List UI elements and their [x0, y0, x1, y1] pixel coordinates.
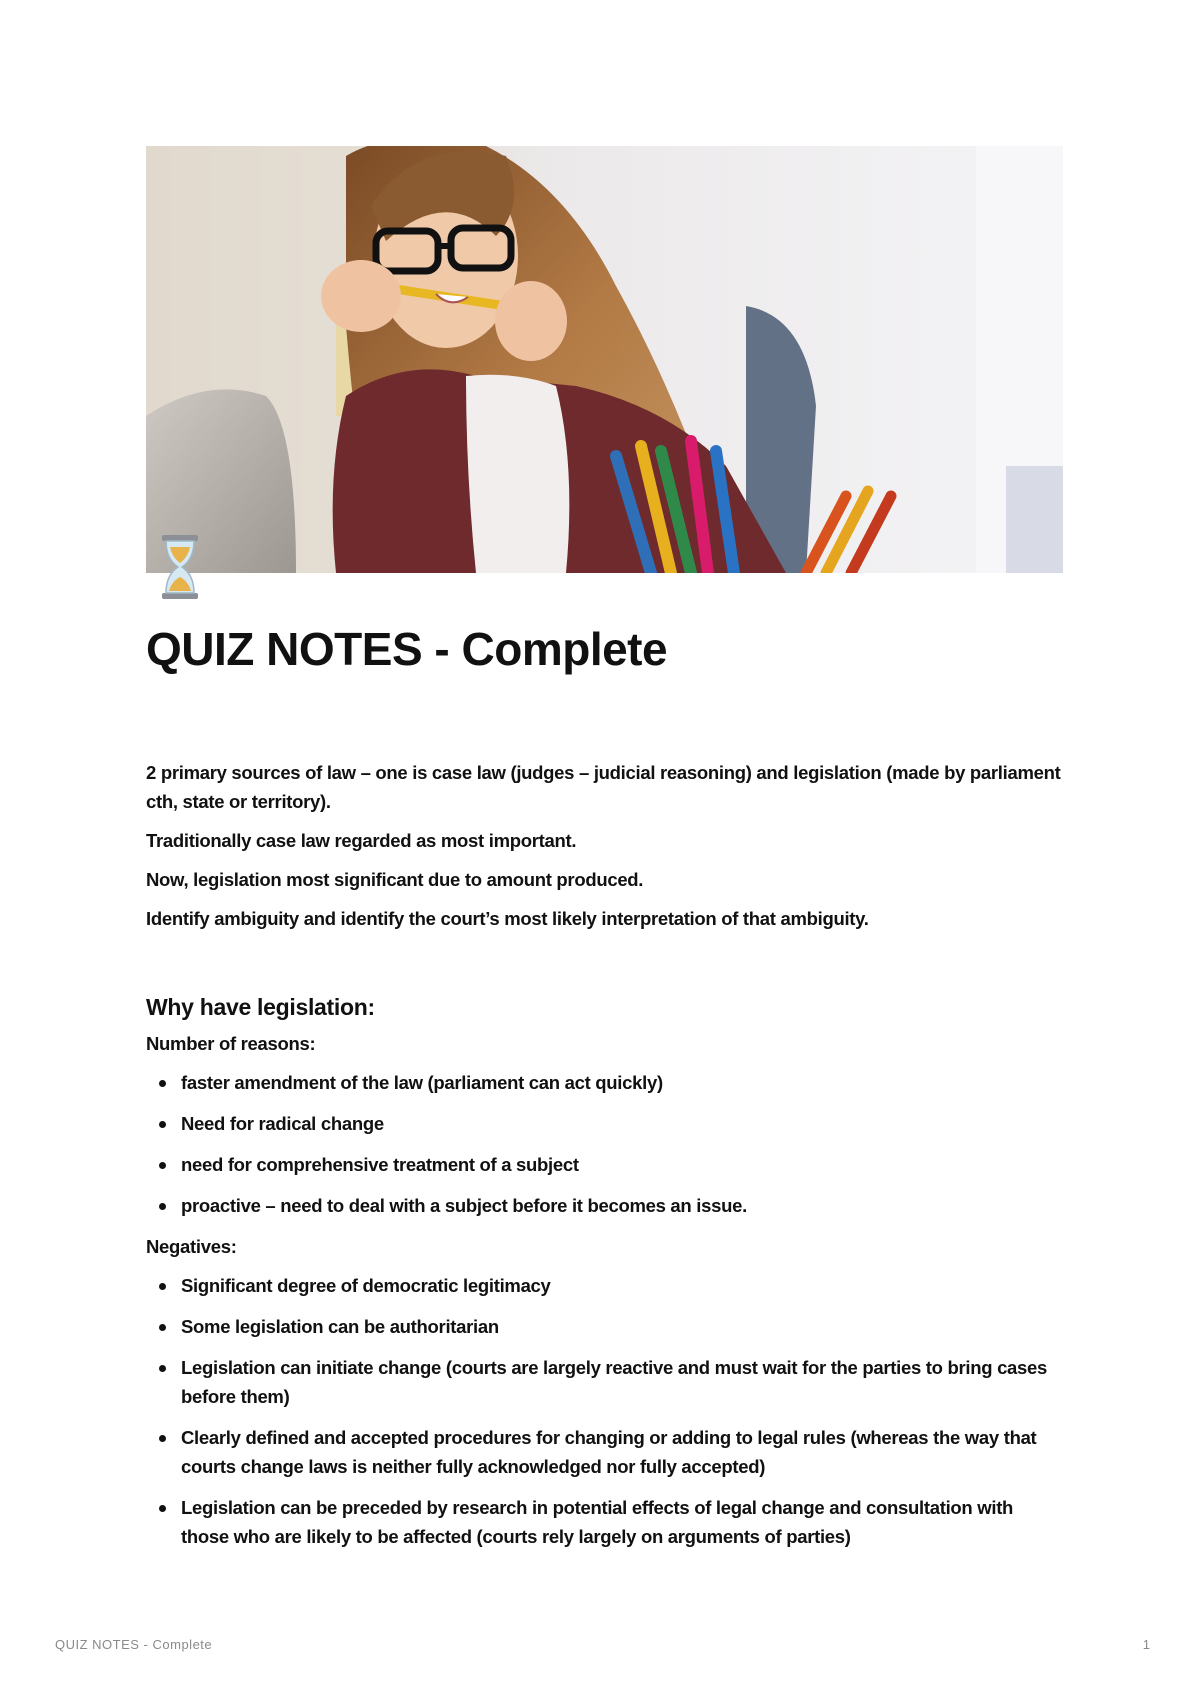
negatives-list [146, 1271, 1063, 1551]
list-item-text: Need for radical change [181, 1113, 384, 1134]
intro-paragraph: 2 primary sources of law – one is case law (judges – judicial reasoning) and legislation (made by parliament cth, state or territory). [146, 762, 1061, 812]
bullet-icon [159, 1435, 166, 1442]
list-item [146, 1423, 1063, 1481]
list-item [146, 1271, 1063, 1300]
bullet-icon [159, 1080, 166, 1087]
list-item-text: Legislation can be preceded by research in potential effects of legal change and consultation with those who are likely to be affected (courts rely largely on arguments of parties) [181, 1497, 1014, 1547]
hourglass-icon [160, 533, 200, 601]
negatives-label: Negatives: [146, 1236, 237, 1257]
list-item [146, 1353, 1063, 1411]
bullet-icon [159, 1283, 166, 1290]
list-item [146, 1191, 1063, 1220]
bullet-icon [159, 1324, 166, 1331]
intro-paragraph: Now, legislation most significant due to amount produced. [146, 869, 644, 890]
footer-page-number: 1 [1142, 1637, 1150, 1652]
list-item-text: Significant degree of democratic legitimacy [181, 1275, 551, 1296]
bullet-icon [159, 1203, 166, 1210]
bullet-icon [159, 1162, 166, 1169]
list-item-text: faster amendment of the law (parliament can act quickly) [181, 1072, 663, 1093]
footer-doc-title: QUIZ NOTES - Complete [55, 1637, 213, 1652]
section-heading: Why have legislation: [146, 994, 375, 1020]
cover-photo [146, 146, 1063, 573]
intro-paragraph: Traditionally case law regarded as most important. [146, 830, 577, 851]
bullet-icon [159, 1365, 166, 1372]
intro-paragraph: Identify ambiguity and identify the court’s most likely interpretation of that ambiguity. [146, 908, 869, 929]
list-item-text: Legislation can initiate change (courts are largely reactive and must wait for the parties to bring cases before them) [181, 1357, 1048, 1407]
bullet-icon [159, 1505, 166, 1512]
list-item [146, 1109, 1063, 1138]
list-item [146, 1493, 1063, 1551]
cover-image [146, 146, 1063, 573]
list-item-text: Clearly defined and accepted procedures for changing or adding to legal rules (whereas the way that courts change laws is neither fully acknowledged nor fully accepted) [181, 1427, 1037, 1477]
list-item-text: Some legislation can be authoritarian [181, 1316, 499, 1337]
list-item-text: proactive – need to deal with a subject before it becomes an issue. [181, 1195, 747, 1216]
list-item [146, 1068, 1063, 1097]
page-content [146, 758, 1063, 1563]
list-item [146, 1312, 1063, 1341]
bullet-icon [159, 1121, 166, 1128]
page-title: QUIZ NOTES - Complete [146, 623, 668, 675]
reasons-label: Number of reasons: [146, 1033, 316, 1054]
list-item-text: need for comprehensive treatment of a subject [181, 1154, 579, 1175]
list-item [146, 1150, 1063, 1179]
reasons-list [146, 1068, 1063, 1220]
